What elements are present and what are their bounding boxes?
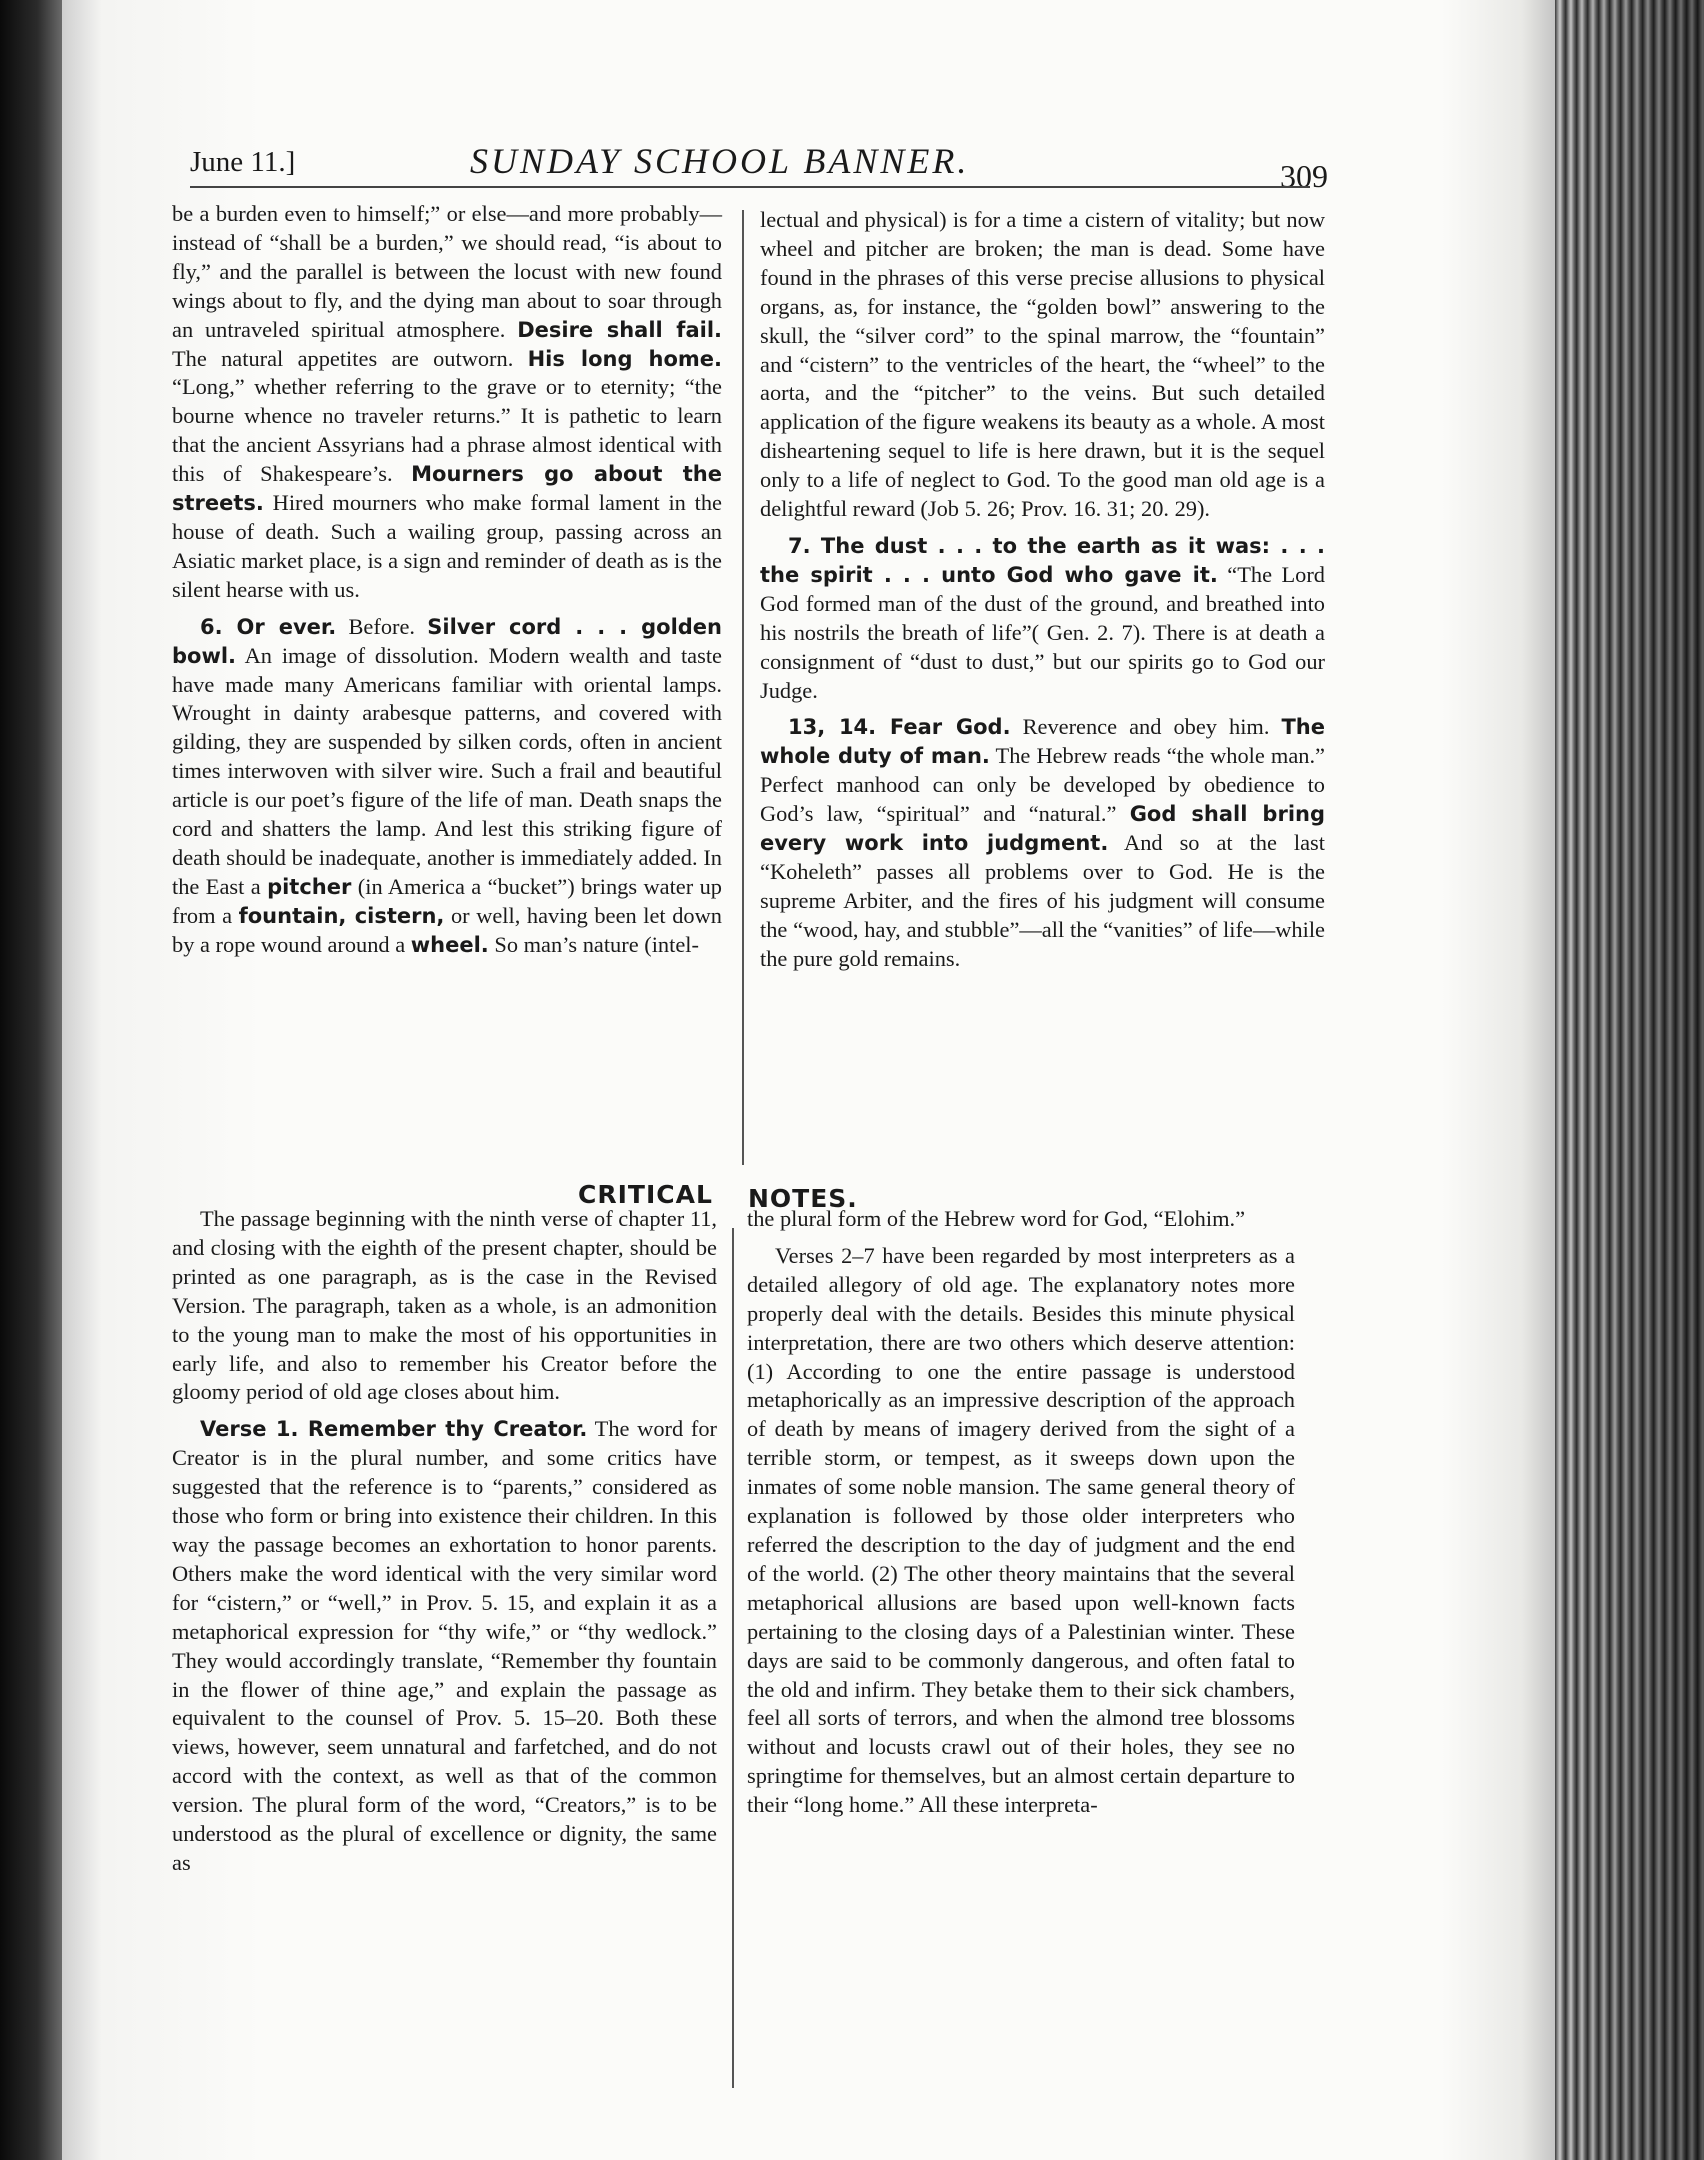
paragraph — [760, 206, 1325, 524]
section-heading-word: CRITICAL — [578, 1180, 713, 1209]
column-divider — [742, 210, 744, 1165]
bold-lemma: The whole duty of man. — [760, 715, 1325, 769]
text-run: The natural appetites are outworn. — [172, 345, 528, 371]
text-run: or well, having been let down by a rope wound around a — [172, 902, 722, 957]
bold-lemma: 7. The dust . . . to the earth as it was: . . . the spirit . . . unto God who gave it. — [760, 533, 1325, 587]
book-fore-edge — [1555, 0, 1704, 2160]
text-run: (in America a “bucket”) brings water up from a — [172, 873, 722, 928]
text-run: The word for Creator is in the plural number, and some critics have suggested that the reference is to “parents,” considered as those who form or bring into existence their children. In this way the passage becomes an exhortation to honor parents. Others make the word identical with the very similar word for “cistern,” or “well,” in Prov. 5. 15, and explain it as a metaphorical expression for “thy wife,” or “thy wedlock.” They would accordingly translate, “Remember thy fountain in the flower of thine age,” and explain the passage as equivalent to the counsel of Prov. 5. 15–20. Both these views, however, seem unnatural and farfetched, and do not accord with the context, as well as that of the common version. The plural form of the word, “Creators,” is to be understood as the plural of excellence or dignity, the same as — [172, 1416, 718, 1875]
paragraph — [760, 532, 1325, 705]
page-number: 309 — [1280, 158, 1328, 194]
text-run: The passage beginning with the ninth verse of chapter 11, and closing with the eighth of the present chapter, should be printed as one paragraph, as is the case in the Revised Version. The paragraph, taken as a whole, is an admonition to the young man to make the most of his opportunities in early life, and also to remember his Creator before the gloomy period of old age closes about him. — [172, 1206, 717, 1405]
bold-lemma: wheel. — [410, 932, 489, 957]
text-run: lectual and physical) is for a time a cistern of vitality; but now wheel and pitcher are broken; the man is dead. Some have found in the phrases of this verse precise allusions to physical organs, as, for instance, the “golden bowl” answering to the skull, the “silver cord” to the spinal marrow, the “fountain” and “cistern” to the ventricles of the heart, the “wheel” to the aorta, and the “pitcher” to the veins. But such detailed application of the figure weakens its beauty as a whole. A most disheartening sequel to life is here drawn, but it is the sequel only to a life of neglect to God. To the good man old age is a delightful reward (Job 5. 26; Prov. 16. 31; 20. 29). — [760, 207, 1325, 522]
text-run: The Hebrew reads “the whole man.” Perfect manhood can only be developed by obedience to God’s law, “spiritual” and “natural.” — [760, 743, 1325, 827]
bold-lemma: Verse 1. Remember thy Creator. — [200, 1417, 588, 1442]
text-run: Reverence and obey him. — [1010, 714, 1282, 740]
text-run: An image of dissolution. Modern wealth and taste have made many Americans familiar with oriental lamps. Wrought in dainty arabesque patterns, and covered with gilding, they are suspended by silken cords, often in ancient times interwoven with silver wire. Such a frail and beautiful article is our poet’s figure of the life of man. Death snaps the cord and shatters the lamp. And lest this striking figure of death should be inadequate, another is immediately added. In the East a — [172, 642, 722, 899]
paragraph — [172, 1415, 717, 1878]
paragraph — [172, 1205, 717, 1407]
bold-lemma: Silver cord . . . golden bowl. — [172, 614, 722, 668]
text-run: And so at the last “Koheleth” passes all problems over to God. He is the supreme Arbiter, and the fires of his judgment will consume the “wood, hay, and stubble”—all the “vanities” of life—while the pure gold remains. — [760, 830, 1325, 971]
paragraph — [172, 200, 722, 605]
bold-lemma: pitcher — [267, 874, 352, 899]
bold-lemma: fountain, cistern, — [238, 903, 445, 928]
header-rule — [190, 186, 1310, 188]
column-divider — [732, 1228, 734, 2088]
bold-lemma: God shall bring every work into judgment. — [760, 802, 1325, 856]
text-run: Hired mourners who make formal lament in the house of death. Such a wailing group, passing across an Asiatic market place, is a sign and reminder of death as is the silent hearse with us. — [172, 490, 722, 602]
text-run: Verses 2–7 have been regarded by most interpreters as a detailed allegory of old age. The explanatory notes more properly deal with the details. Besides this minute physical interpretation, there are two others which deserve attention: (1) According to one the entire passage is understood metaphorically as an impressive description of the approach of death by means of imagery derived from the sight of a terrible storm, or tempest, as it sweeps down upon the inmates of some noble mansion. The same general theory of explanation is followed by those older interpreters who referred the description to the day of judgment and the end of the world. (2) The other theory maintains that the several metaphorical allusions are based upon well-known facts pertaining to the closing days of a Palestinian winter. These days are said to be commonly dangerous, and often fatal to the old and infirm. They betake them to their sick chambers, feel all sorts of terrors, and when the almond tree blossoms without and locusts crawl out of their holes, they see no springtime for themselves, but an almost certain departure to their “long home.” All these interpreta- — [747, 1242, 1295, 1818]
bold-lemma: 13, 14. Fear God. — [788, 715, 1011, 740]
text-run: “Long,” whether referring to the grave or to eternity; “the bourne whence no traveler returns.” It is pathetic to learn that the ancient Assyrians had a phrase almost identical with this of Shakespeare’s. — [172, 374, 722, 487]
text-run: Before. — [336, 613, 428, 639]
running-header — [190, 140, 1330, 194]
book-gutter — [0, 0, 62, 2160]
bold-lemma: Mourners go about the streets. — [172, 462, 722, 516]
header-title: SUNDAY SCHOOL BANNER. — [470, 141, 970, 181]
text-run: be a burden even to himself;” or else—and more probably—instead of “shall be a burden,” we should read, “is about to fly,” and the parallel is between the locust with new found wings about to fly, and the dying man about to soar through an untraveled spiritual atmosphere. — [172, 201, 722, 342]
header-date: June 11.] — [190, 146, 296, 178]
bold-lemma: 6. Or ever. — [200, 614, 337, 639]
section-heading-word: NOTES. — [748, 1184, 858, 1213]
bold-lemma: His long home. — [527, 346, 722, 371]
upper-right-column — [760, 206, 1325, 974]
paragraph — [747, 1242, 1295, 1820]
paragraph — [747, 1205, 1295, 1234]
lower-left-column — [172, 1205, 717, 1878]
lower-right-column — [747, 1205, 1295, 1820]
upper-left-column — [172, 200, 722, 960]
paragraph — [760, 713, 1325, 973]
text-run: So man’s nature (intel- — [488, 931, 699, 957]
bold-lemma: Desire shall fail. — [517, 317, 722, 342]
paragraph — [172, 613, 722, 960]
text-run: the plural form of the Hebrew word for God, “Elohim.” — [747, 1206, 1246, 1231]
text-run: “The Lord God formed man of the dust of the ground, and breathed into his nostrils the breath of life”( Gen. 2. 7). There is at death a consignment of “dust to dust,” but our spirits go to God our Judge. — [760, 561, 1326, 703]
